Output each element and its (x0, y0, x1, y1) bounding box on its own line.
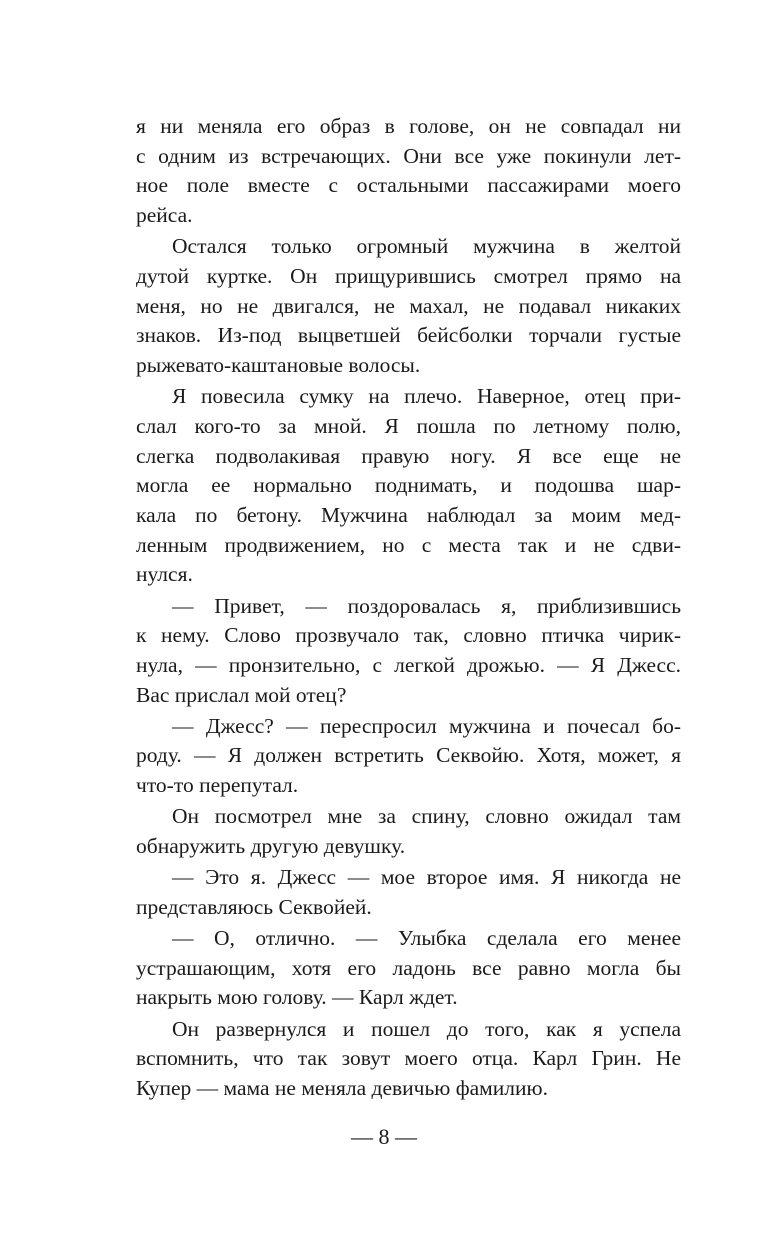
text-line: обнаружить другую девушку. (136, 834, 406, 858)
text-line: Остался только огромный мужчина в желтой (172, 234, 681, 259)
text-line: с одним из встречающих. Они все уже покинули лет- (136, 143, 681, 168)
text-line: нула, — пронзительно, с легкой дрожью. — Я Джесс. (136, 652, 681, 677)
text-line: — Джесс? — переспросил мужчина и почесал бо- (172, 713, 681, 738)
paragraph (136, 1015, 681, 1104)
text-line: меня, но не двигался, не махал, не подавал никаких (136, 293, 681, 318)
text-line: роду. — Я должен встретить Секвойю. Хотя, может, я (136, 743, 681, 768)
paragraph (136, 802, 681, 861)
paragraph (136, 712, 681, 801)
text-line: Купер — мама не меняла девичью фамилию. (136, 1076, 548, 1100)
paragraph (136, 112, 681, 231)
page-number: — 8 — (351, 1124, 417, 1149)
text-line: кала по бетону. Мужчина наблюдал за моим мед- (136, 502, 681, 527)
text-line: к нему. Слово прозвучало так, словно птичка чирик- (136, 623, 681, 648)
text-line: знаков. Из-под выцветшей бейсболки торчали густые (136, 323, 681, 348)
text-line: рыжевато-каштановые волосы. (136, 353, 421, 377)
text-line: рейса. (136, 203, 193, 228)
text-line: ное поле вместе с остальными пассажирами моего (136, 173, 681, 198)
text-line: Я повесила сумку на плечо. Наверное, отец при- (172, 384, 681, 409)
text-line: устрашающим, хотя его ладонь все равно могла бы (136, 955, 681, 980)
paragraph (136, 863, 681, 922)
text-line: вспомнить, что так зовут моего отца. Карл Грин. Не (136, 1046, 681, 1071)
text-line: я ни меняла его образ в голове, он не совпадал ни (136, 114, 681, 138)
text-line: Он посмотрел мне за спину, словно ожидал там (172, 804, 681, 829)
text-line: нулся. (136, 562, 193, 587)
text-line: накрыть мою голову. — Карл ждет. (136, 985, 458, 1010)
text-line: что-то перепутал. (136, 773, 299, 798)
text-line: — Это я. Джесс — мое второе имя. Я никогда не (172, 865, 681, 890)
text-line: могла ее нормально поднимать, и подошва шар- (136, 473, 681, 498)
text-line: слегка подволакивая правую ногу. Я все еще не (136, 443, 681, 468)
paragraph (136, 382, 681, 590)
paragraph (136, 924, 681, 1013)
text-line: ленным продвижением, но с места так и не сдви- (136, 532, 681, 557)
text-line: — Привет, — поздоровалась я, приблизившись (172, 593, 681, 618)
text-line: слал кого-то за мной. Я пошла по летному полю, (136, 413, 681, 438)
text-line: Вас прислал мой отец? (136, 682, 347, 707)
text-line: представляюсь Секвойей. (136, 894, 372, 919)
paragraph (136, 232, 681, 380)
text-line: Он развернулся и пошел до того, как я успела (172, 1016, 681, 1041)
text-line: дутой куртке. Он прищурившись смотрел прямо на (136, 263, 681, 288)
text-line: — О, отлично. — Улыбка сделала его менее (172, 926, 681, 951)
page-body (136, 112, 681, 1105)
paragraph (136, 592, 681, 711)
